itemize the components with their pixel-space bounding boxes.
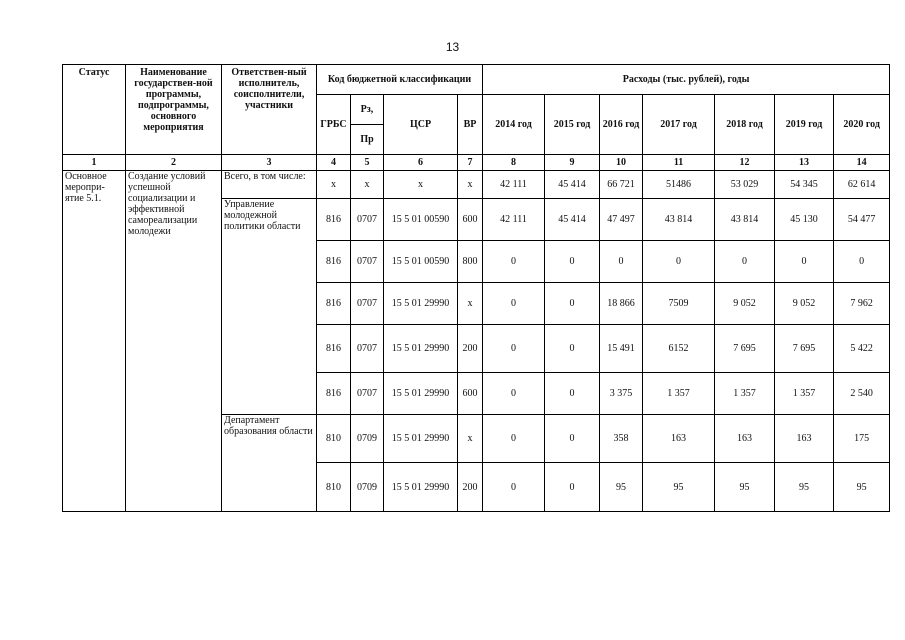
column-number: 8 [483,155,545,171]
year-2015-cell: 0 [545,373,600,415]
csr-cell: 15 5 01 29990 [384,463,458,512]
column-number: 11 [643,155,715,171]
year-2016-cell: 3 375 [600,373,643,415]
year-2015-cell: 0 [545,415,600,463]
vr-cell: х [458,171,483,199]
vr-cell: 600 [458,199,483,241]
header-year-2016: 2016 год [600,95,643,155]
executor-youth: Управление молодежной политики области [222,199,317,415]
rzpr-cell: х [351,171,384,199]
year-2019-cell: 0 [775,241,834,283]
column-number: 7 [458,155,483,171]
rzpr-cell: 0707 [351,373,384,415]
year-2015-cell: 45 414 [545,199,600,241]
column-number: 12 [715,155,775,171]
grbs-cell: х [317,171,351,199]
header-name: Наименование государствен-ной программы, подпрограммы, основного мероприятия [126,65,222,155]
csr-cell: 15 5 01 29990 [384,283,458,325]
header-row-1 [63,65,890,95]
year-2017-cell: 43 814 [643,199,715,241]
header-csr: ЦСР [384,95,458,155]
year-2014-cell: 0 [483,325,545,373]
vr-cell: 800 [458,241,483,283]
column-number: 4 [317,155,351,171]
vr-cell: 200 [458,463,483,512]
status-cell: Основное меропри-ятие 5.1. [63,171,126,512]
year-2019-cell: 1 357 [775,373,834,415]
column-number: 2 [126,155,222,171]
rzpr-cell: 0709 [351,463,384,512]
header-year-2017: 2017 год [643,95,715,155]
year-2020-cell: 0 [834,241,890,283]
year-2018-cell: 7 695 [715,325,775,373]
year-2018-cell: 0 [715,241,775,283]
vr-cell: х [458,283,483,325]
year-2015-cell: 0 [545,325,600,373]
year-2016-cell: 66 721 [600,171,643,199]
header-pr: Пр [351,125,384,155]
rzpr-cell: 0707 [351,283,384,325]
year-2015-cell: 0 [545,283,600,325]
year-2018-cell: 95 [715,463,775,512]
column-number: 3 [222,155,317,171]
column-number: 1 [63,155,126,171]
year-2017-cell: 0 [643,241,715,283]
column-number: 6 [384,155,458,171]
column-number-row [63,155,890,171]
header-year-2019: 2019 год [775,95,834,155]
year-2014-cell: 0 [483,415,545,463]
rzpr-cell: 0707 [351,241,384,283]
grbs-cell: 816 [317,199,351,241]
column-number: 5 [351,155,384,171]
year-2018-cell: 53 029 [715,171,775,199]
year-2016-cell: 15 491 [600,325,643,373]
year-2019-cell: 45 130 [775,199,834,241]
year-2016-cell: 18 866 [600,283,643,325]
year-2014-cell: 42 111 [483,171,545,199]
grbs-cell: 816 [317,283,351,325]
header-year-2015: 2015 год [545,95,600,155]
year-2018-cell: 9 052 [715,283,775,325]
year-2018-cell: 43 814 [715,199,775,241]
year-2017-cell: 95 [643,463,715,512]
year-2016-cell: 358 [600,415,643,463]
executor-total: Всего, в том числе: [222,171,317,199]
year-2016-cell: 0 [600,241,643,283]
year-2020-cell: 54 477 [834,199,890,241]
header-budget-code: Код бюджетной классификации [317,65,483,95]
column-number: 13 [775,155,834,171]
grbs-cell: 810 [317,415,351,463]
vr-cell: х [458,415,483,463]
year-2020-cell: 2 540 [834,373,890,415]
year-2017-cell: 51486 [643,171,715,199]
year-2019-cell: 163 [775,415,834,463]
grbs-cell: 816 [317,373,351,415]
year-2015-cell: 45 414 [545,171,600,199]
page-number: 13 [445,40,460,54]
csr-cell: 15 5 01 00590 [384,241,458,283]
year-2016-cell: 47 497 [600,199,643,241]
csr-cell: 15 5 01 00590 [384,199,458,241]
year-2014-cell: 0 [483,241,545,283]
year-2019-cell: 7 695 [775,325,834,373]
header-executor: Ответствен-ный исполнитель, соисполнители, участники [222,65,317,155]
year-2017-cell: 1 357 [643,373,715,415]
year-2014-cell: 0 [483,283,545,325]
grbs-cell: 810 [317,463,351,512]
year-2020-cell: 5 422 [834,325,890,373]
rzpr-cell: 0707 [351,199,384,241]
rzpr-cell: 0709 [351,415,384,463]
year-2020-cell: 7 962 [834,283,890,325]
column-number: 14 [834,155,890,171]
year-2017-cell: 6152 [643,325,715,373]
table-row [63,171,890,199]
header-vr: ВР [458,95,483,155]
year-2019-cell: 54 345 [775,171,834,199]
grbs-cell: 816 [317,325,351,373]
header-rz: Рз, [351,95,384,125]
year-2015-cell: 0 [545,241,600,283]
year-2018-cell: 163 [715,415,775,463]
header-year-2014: 2014 год [483,95,545,155]
vr-cell: 200 [458,325,483,373]
executor-education: Департамент образования области [222,415,317,512]
vr-cell: 600 [458,373,483,415]
column-number: 10 [600,155,643,171]
header-year-2018: 2018 год [715,95,775,155]
header-grbs: ГРБС [317,95,351,155]
year-2018-cell: 1 357 [715,373,775,415]
header-expenses: Расходы (тыс. рублей), годы [483,65,890,95]
year-2019-cell: 9 052 [775,283,834,325]
year-2015-cell: 0 [545,463,600,512]
year-2016-cell: 95 [600,463,643,512]
rzpr-cell: 0707 [351,325,384,373]
grbs-cell: 816 [317,241,351,283]
year-2014-cell: 0 [483,463,545,512]
year-2014-cell: 0 [483,373,545,415]
column-number: 9 [545,155,600,171]
year-2017-cell: 7509 [643,283,715,325]
header-year-2020: 2020 год [834,95,890,155]
year-2020-cell: 62 614 [834,171,890,199]
year-2020-cell: 175 [834,415,890,463]
year-2019-cell: 95 [775,463,834,512]
name-cell: Создание условий успешной социализации и эффективной самореализации молодежи [126,171,222,512]
csr-cell: х [384,171,458,199]
budget-table [62,64,890,512]
csr-cell: 15 5 01 29990 [384,325,458,373]
csr-cell: 15 5 01 29990 [384,415,458,463]
year-2017-cell: 163 [643,415,715,463]
year-2014-cell: 42 111 [483,199,545,241]
csr-cell: 15 5 01 29990 [384,373,458,415]
year-2020-cell: 95 [834,463,890,512]
header-status: Статус [63,65,126,155]
